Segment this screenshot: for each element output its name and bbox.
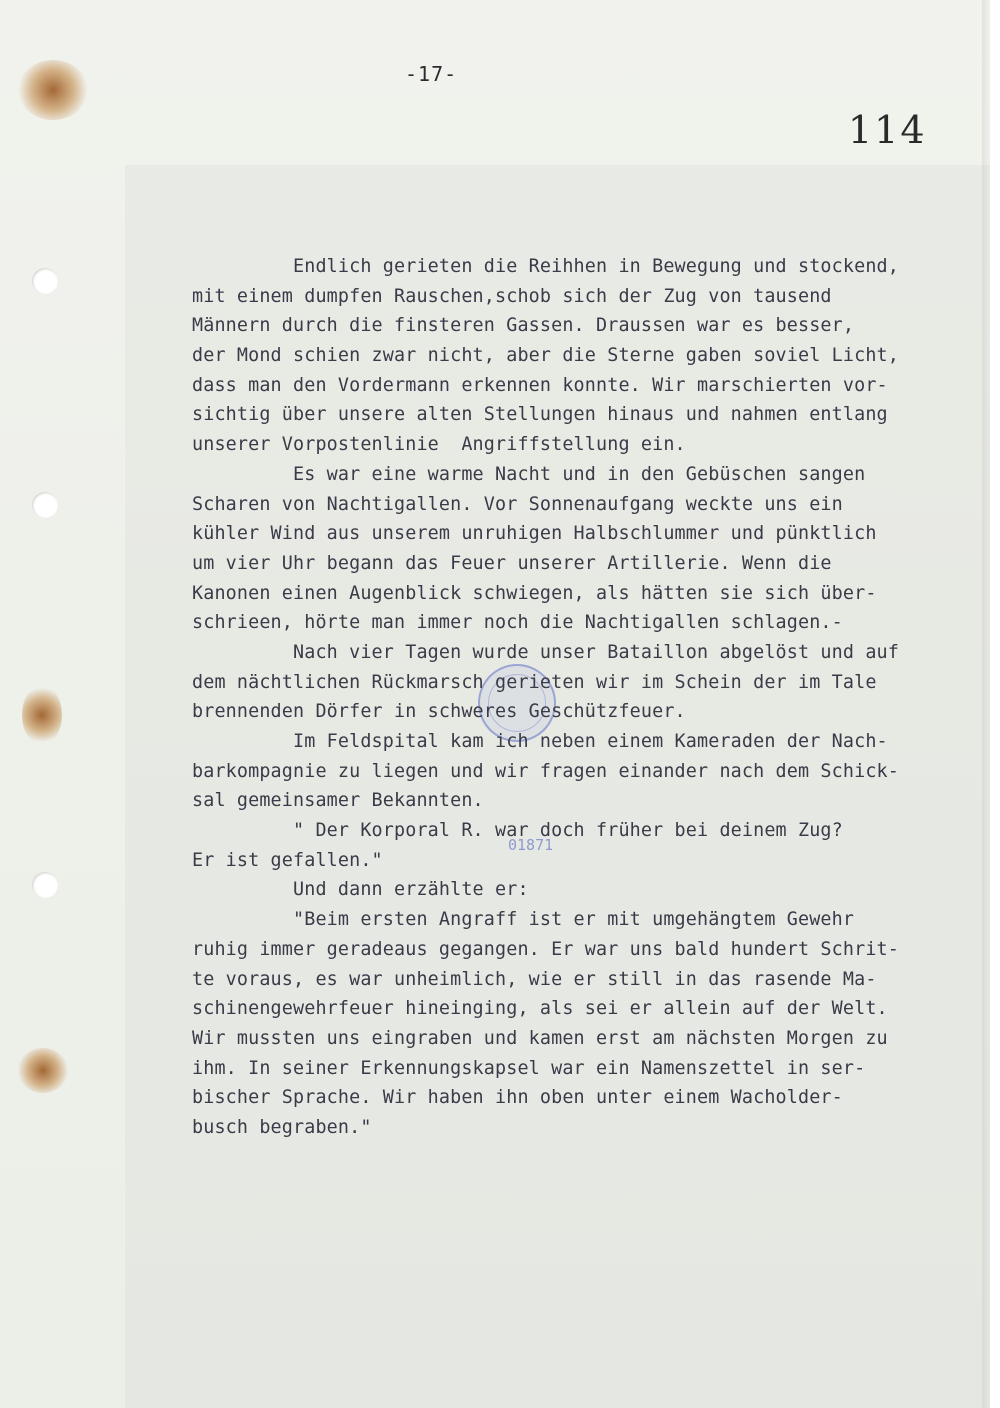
archive-number: 114	[848, 108, 927, 152]
text-line: ihm. In seiner Erkennungskapsel war ein Namenszettel in ser-	[192, 1057, 866, 1079]
text-line: Kanonen einen Augenblick schwiegen, als hätten sie sich über-	[192, 582, 877, 604]
punch-hole-2	[32, 492, 58, 518]
punch-hole-1	[32, 268, 58, 294]
text-line: barkompagnie zu liegen und wir fragen einander nach dem Schick-	[192, 760, 899, 782]
text-line: bischer Sprache. Wir haben ihn oben unter einem Wacholder-	[192, 1087, 843, 1109]
text-line: ruhig immer geradeaus gegangen. Er war uns bald hundert Schrit-	[192, 938, 899, 960]
text-line: Er ist gefallen."	[192, 849, 383, 871]
text-line: " Der Korporal R. war doch früher bei deinem Zug?	[192, 820, 843, 842]
stamp-mark: 01871	[508, 836, 554, 854]
paper-edge	[982, 0, 990, 1408]
text-line: Nach vier Tagen wurde unser Bataillon abgelöst und auf	[192, 641, 899, 663]
text-line: dass man den Vordermann erkennen konnte. Wir marschierten vor-	[192, 374, 888, 396]
text-line: der Mond schien zwar nicht, aber die Sterne gaben soviel Licht,	[192, 345, 899, 367]
text-line: unserer Vorpostenlinie Angriffstellung ein.	[192, 434, 686, 456]
text-line: busch begraben."	[192, 1116, 372, 1138]
text-line: Scharen von Nachtigallen. Vor Sonnenaufgang weckte uns ein	[192, 493, 843, 515]
rust-stain-middle	[22, 685, 62, 745]
text-line: sal gemeinsamer Bekannten.	[192, 790, 484, 812]
text-line: sichtig über unsere alten Stellungen hinaus und nahmen entlang	[192, 404, 888, 426]
rust-stain-top	[18, 60, 88, 120]
text-line: kühler Wind aus unserem unruhigen Halbschlummer und pünktlich	[192, 523, 877, 545]
text-line: dem nächtlichen Rückmarsch gerieten wir im Schein der im Tale	[192, 671, 877, 693]
text-line: Männern durch die finsteren Gassen. Draussen war es besser,	[192, 315, 855, 337]
text-line: Wir mussten uns eingraben und kamen erst am nächsten Morgen zu	[192, 1027, 888, 1049]
text-line: brennenden Dörfer in schweres Geschützfeuer.	[192, 701, 686, 723]
text-line: Im Feldspital kam ich neben einem Kameraden der Nach-	[192, 731, 888, 752]
punch-hole-3	[32, 872, 58, 898]
text-line: Und dann erzählte er:	[192, 879, 529, 901]
text-line: schrieen, hörte man immer noch die Nachtigallen schlagen.-	[192, 612, 843, 634]
text-line: te voraus, es war unheimlich, wie er still in das rasende Ma-	[192, 968, 877, 990]
text-line: Endlich gerieten die Reihhen in Bewegung und stockend,	[192, 256, 899, 277]
text-line: mit einem dumpfen Rauschen,schob sich der Zug von tausend	[192, 285, 832, 307]
rust-stain-bottom	[18, 1048, 68, 1093]
typewritten-text	[192, 252, 967, 1143]
text-line: um vier Uhr begann das Feuer unserer Artillerie. Wenn die	[192, 552, 832, 574]
page-number: -17-	[405, 62, 458, 86]
text-line: "Beim ersten Angraff ist er mit umgehängtem Gewehr	[192, 909, 855, 931]
text-line: Es war eine warme Nacht und in den Gebüschen sangen	[192, 463, 866, 485]
text-line: schinengewehrfeuer hineinging, als sei er allein auf der Welt.	[192, 998, 888, 1020]
